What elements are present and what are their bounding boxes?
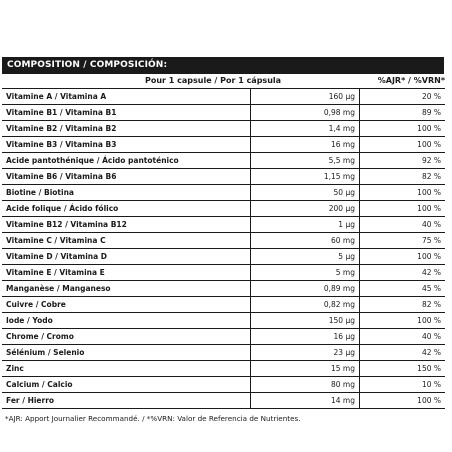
table-row: [2, 137, 445, 153]
table-row: [2, 233, 445, 249]
table-row: [2, 201, 445, 217]
nutrient-amount: 1 µg: [251, 217, 360, 233]
nutrient-percent: 100 %: [360, 121, 446, 137]
table-row: [2, 377, 445, 393]
nutrient-amount: 16 mg: [251, 137, 360, 153]
table-row: [2, 249, 445, 265]
nutrient-amount: 14 mg: [251, 393, 360, 409]
nutrient-amount: 16 µg: [251, 329, 360, 345]
table-row: [2, 265, 445, 281]
table-row: [2, 185, 445, 201]
per-capsule-header: Pour 1 capsule / Por 1 cápsula: [145, 76, 282, 85]
nutrient-percent: 150 %: [360, 361, 446, 377]
nutrient-amount: 5 mg: [251, 265, 360, 281]
nutrient-percent: 42 %: [360, 265, 446, 281]
nutrient-name: Vitamine B1 / Vitamina B1: [2, 105, 251, 121]
nutrient-amount: 5 µg: [251, 249, 360, 265]
nutrient-name: Vitamine C / Vitamina C: [2, 233, 251, 249]
composition-table: [2, 88, 445, 409]
nutrient-amount: 80 mg: [251, 377, 360, 393]
nutrient-amount: 23 µg: [251, 345, 360, 361]
table-row: [2, 329, 445, 345]
nutrient-amount: 160 µg: [251, 89, 360, 105]
nutrient-amount: 0,89 mg: [251, 281, 360, 297]
nutrient-percent: 20 %: [360, 89, 446, 105]
table-row: [2, 313, 445, 329]
nutrient-name: Vitamine B12 / Vitamina B12: [2, 217, 251, 233]
table-row: [2, 281, 445, 297]
nutrient-percent: 100 %: [360, 137, 446, 153]
table-row: [2, 217, 445, 233]
nutrient-name: Acide folique / Ácido fólico: [2, 201, 251, 217]
table-row: [2, 345, 445, 361]
nutrient-percent: 92 %: [360, 153, 446, 169]
nutrient-name: Calcium / Calcio: [2, 377, 251, 393]
nutrient-name: Vitamine A / Vitamina A: [2, 89, 251, 105]
nutrient-percent: 100 %: [360, 249, 446, 265]
table-row: [2, 297, 445, 313]
table-row: [2, 361, 445, 377]
nutrient-name: Fer / Hierro: [2, 393, 251, 409]
nutrient-percent: 40 %: [360, 217, 446, 233]
nutrient-percent: 45 %: [360, 281, 446, 297]
nutrient-amount: 150 µg: [251, 313, 360, 329]
table-row: [2, 169, 445, 185]
composition-rows: [2, 89, 445, 409]
nutrient-amount: 200 µg: [251, 201, 360, 217]
nutrient-percent: 100 %: [360, 393, 446, 409]
percent-header: %AJR* / %VRN*: [377, 76, 445, 85]
nutrient-name: Vitamine B3 / Vitamina B3: [2, 137, 251, 153]
nutrient-amount: 1,4 mg: [251, 121, 360, 137]
footnote: *AJR: Apport Journalier Recommandé. / *%VRN: Valor de Referencia de Nutrientes.: [5, 414, 301, 423]
nutrient-percent: 100 %: [360, 185, 446, 201]
nutrient-name: Vitamine E / Vitamina E: [2, 265, 251, 281]
nutrient-percent: 42 %: [360, 345, 446, 361]
nutrient-percent: 82 %: [360, 169, 446, 185]
composition-panel: [0, 57, 452, 425]
nutrient-percent: 40 %: [360, 329, 446, 345]
nutrient-name: Iode / Yodo: [2, 313, 251, 329]
nutrient-name: Zinc: [2, 361, 251, 377]
nutrient-percent: 10 %: [360, 377, 446, 393]
nutrient-percent: 89 %: [360, 105, 446, 121]
nutrient-name: Acide pantothénique / Ácido pantoténico: [2, 153, 251, 169]
nutrient-amount: 0,98 mg: [251, 105, 360, 121]
table-row: [2, 89, 445, 105]
nutrient-amount: 1,15 mg: [251, 169, 360, 185]
nutrient-amount: 5,5 mg: [251, 153, 360, 169]
nutrient-name: Cuivre / Cobre: [2, 297, 251, 313]
nutrient-amount: 50 µg: [251, 185, 360, 201]
nutrient-percent: 100 %: [360, 201, 446, 217]
table-row: [2, 393, 445, 409]
nutrient-percent: 100 %: [360, 313, 446, 329]
nutrient-amount: 0,82 mg: [251, 297, 360, 313]
table-row: [2, 153, 445, 169]
nutrient-name: Sélénium / Selenio: [2, 345, 251, 361]
nutrient-name: Manganèse / Manganeso: [2, 281, 251, 297]
nutrient-amount: 15 mg: [251, 361, 360, 377]
composition-header: COMPOSITION / COMPOSICIÓN:: [2, 57, 444, 74]
nutrient-percent: 75 %: [360, 233, 446, 249]
nutrient-name: Chrome / Cromo: [2, 329, 251, 345]
nutrient-name: Vitamine B6 / Vitamina B6: [2, 169, 251, 185]
nutrient-name: Vitamine D / Vitamina D: [2, 249, 251, 265]
table-row: [2, 105, 445, 121]
nutrient-name: Biotine / Biotina: [2, 185, 251, 201]
table-row: [2, 121, 445, 137]
column-headers: [0, 74, 452, 88]
nutrient-percent: 82 %: [360, 297, 446, 313]
nutrient-name: Vitamine B2 / Vitamina B2: [2, 121, 251, 137]
nutrient-amount: 60 mg: [251, 233, 360, 249]
